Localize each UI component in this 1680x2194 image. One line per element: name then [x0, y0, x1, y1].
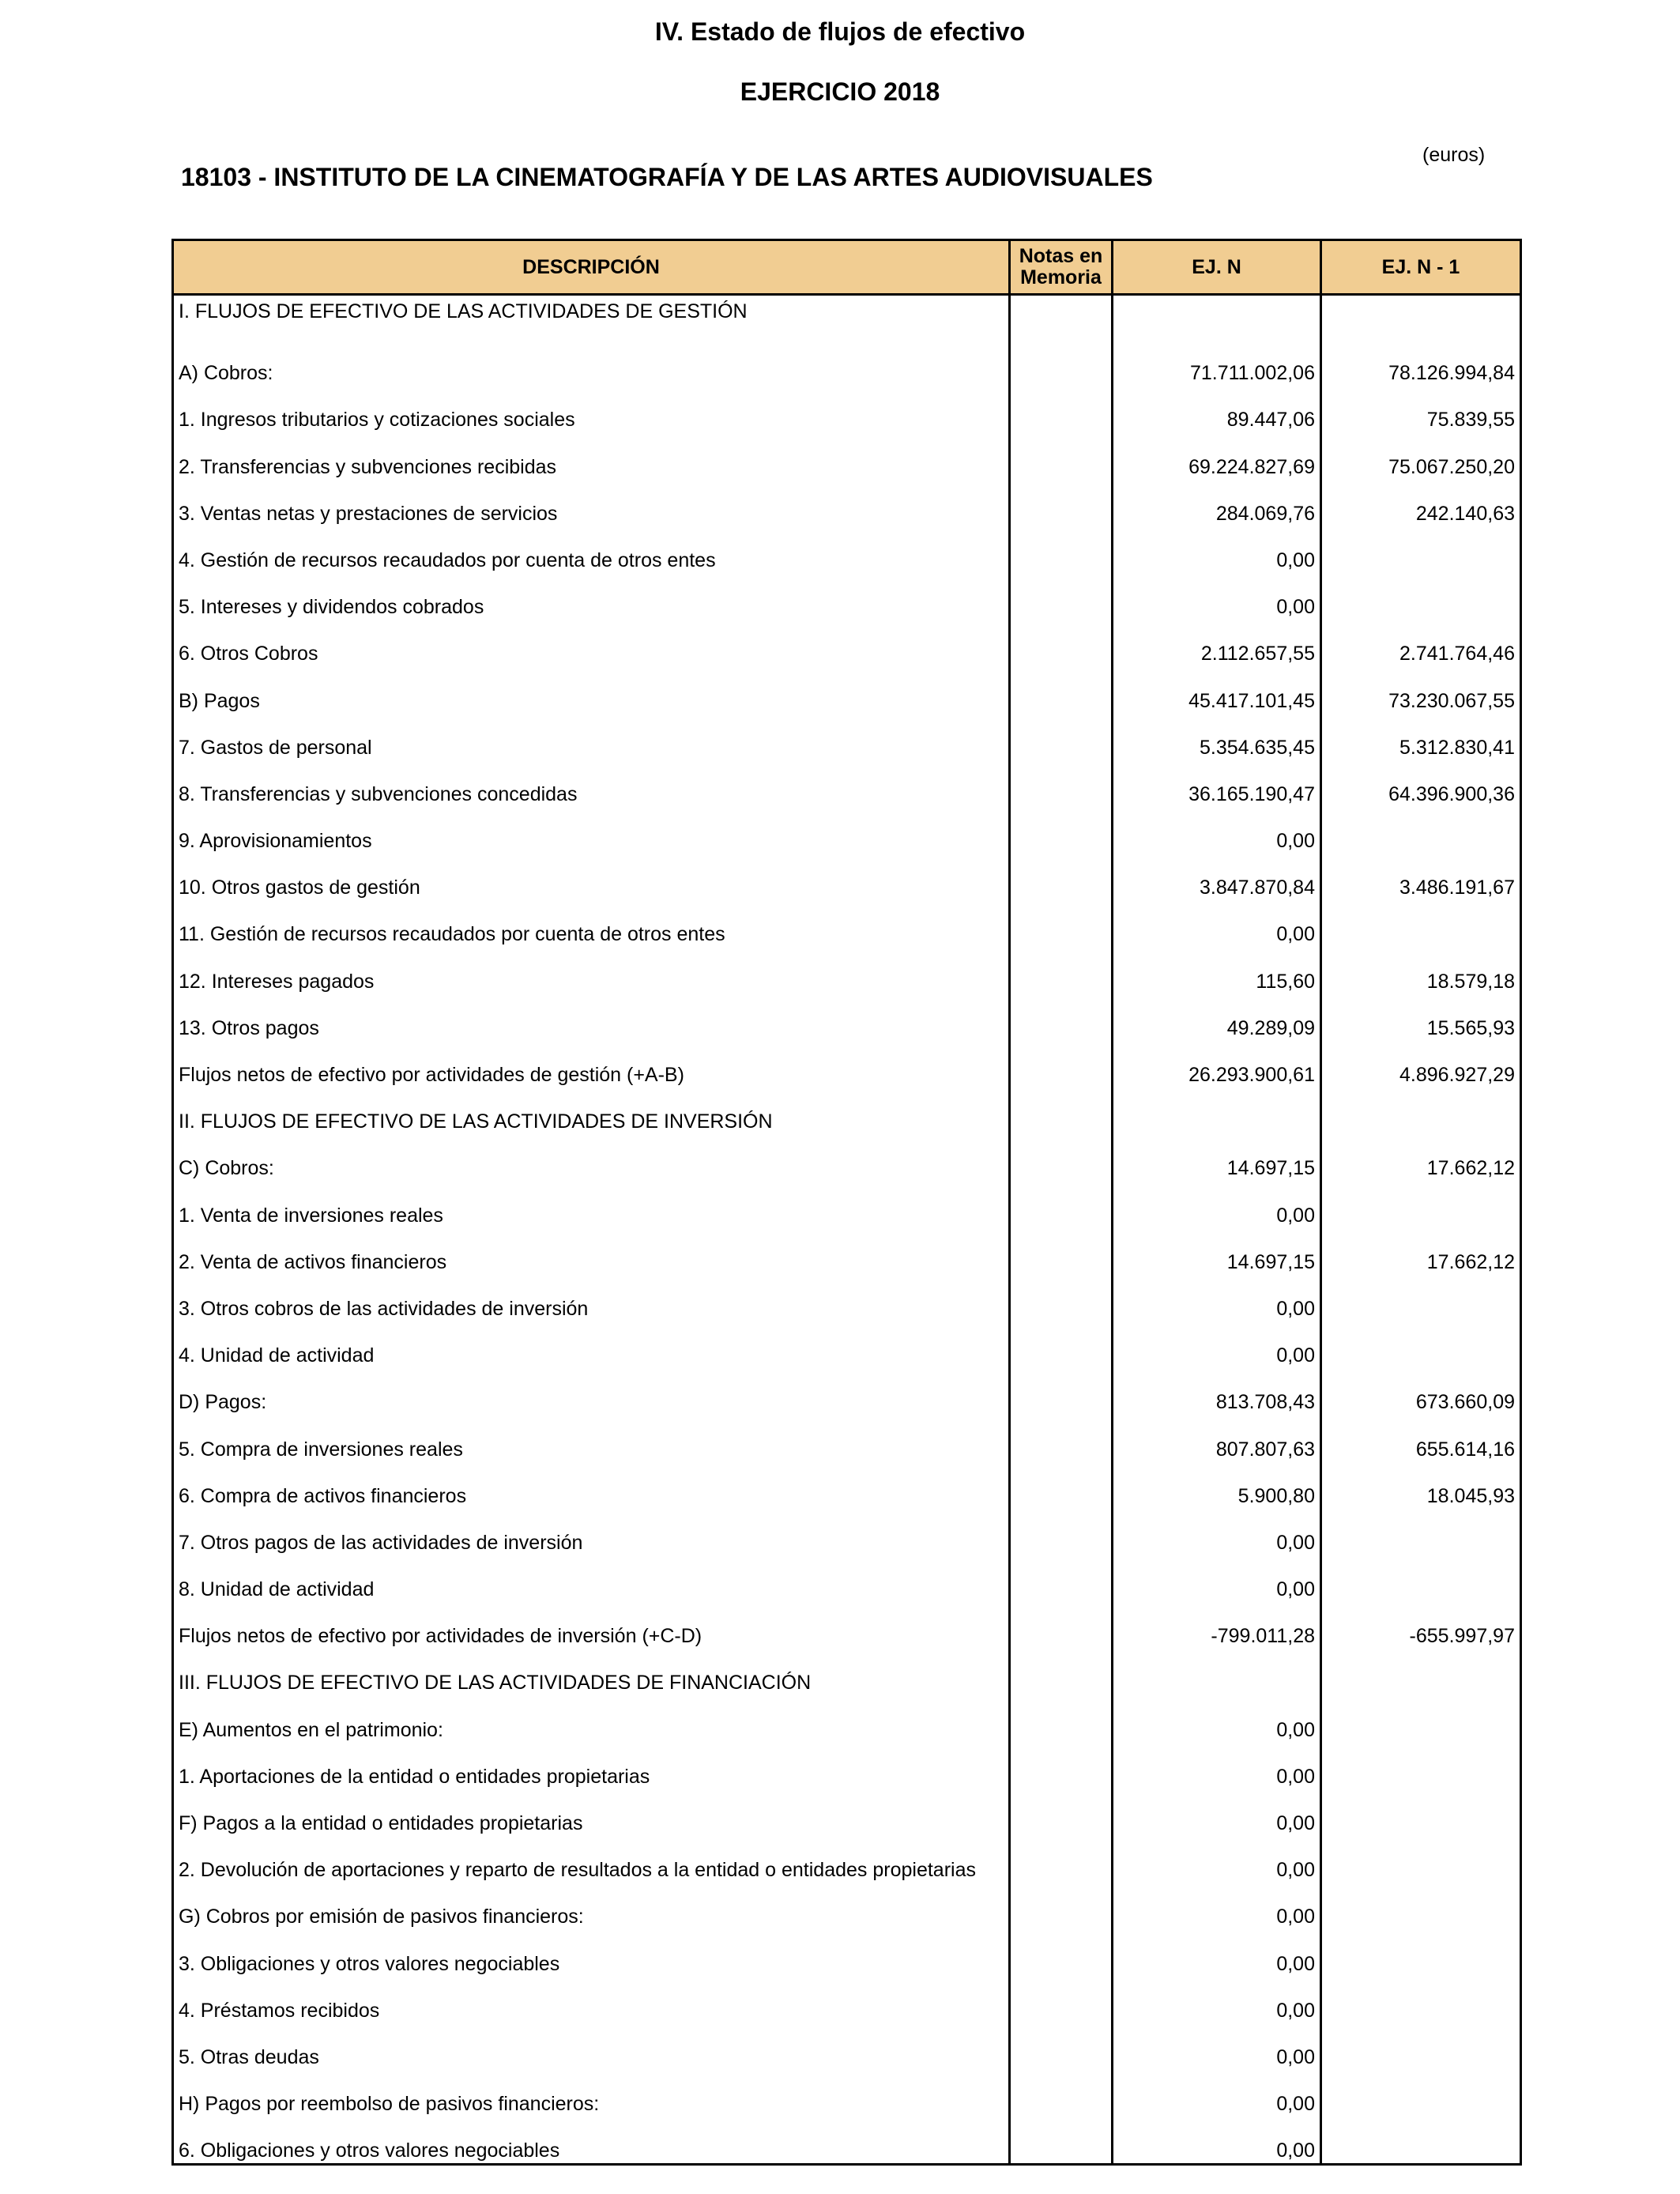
- row-value-current: 0,00: [1113, 1977, 1321, 2023]
- row-description: 9. Aprovisionamientos: [173, 807, 1010, 854]
- row-description: 5. Compra de inversiones reales: [173, 1415, 1010, 1461]
- row-value-current: 0,00: [1113, 1836, 1321, 1883]
- row-notes: [1010, 339, 1113, 386]
- row-notes: [1010, 2023, 1113, 2070]
- row-value-previous: 18.045,93: [1321, 1462, 1521, 1509]
- row-description: 8. Transferencias y subvenciones concedidas: [173, 760, 1010, 807]
- table-row: [173, 714, 1521, 760]
- row-notes: [1010, 573, 1113, 620]
- row-value-current: 49.289,09: [1113, 994, 1321, 1041]
- table-row: [173, 1368, 1521, 1415]
- row-description: I. FLUJOS DE EFECTIVO DE LAS ACTIVIDADES DE GESTIÓN: [173, 295, 1010, 340]
- row-value-previous: [1321, 573, 1521, 620]
- row-value-previous: [1321, 1836, 1521, 1883]
- row-description: A) Cobros:: [173, 339, 1010, 386]
- row-value-current: 14.697,15: [1113, 1134, 1321, 1181]
- row-value-previous: 18.579,18: [1321, 947, 1521, 993]
- row-description: E) Aumentos en el patrimonio:: [173, 1695, 1010, 1742]
- row-notes: [1010, 714, 1113, 760]
- row-value-current: [1113, 295, 1321, 340]
- row-description: 2. Devolución de aportaciones y reparto de resultados a la entidad o entidades propietarias: [173, 1836, 1010, 1883]
- row-notes: [1010, 1228, 1113, 1275]
- table-row: [173, 1649, 1521, 1695]
- row-value-current: 89.447,06: [1113, 386, 1321, 432]
- row-value-previous: 655.614,16: [1321, 1415, 1521, 1461]
- row-value-previous: [1321, 1181, 1521, 1227]
- row-value-current: 14.697,15: [1113, 1228, 1321, 1275]
- row-value-previous: 5.312.830,41: [1321, 714, 1521, 760]
- row-description: 3. Otros cobros de las actividades de inversión: [173, 1275, 1010, 1321]
- row-description: 8. Unidad de actividad: [173, 1555, 1010, 1602]
- row-notes: [1010, 1789, 1113, 1836]
- row-value-current: 0,00: [1113, 1929, 1321, 1976]
- row-description: 2. Venta de activos financieros: [173, 1228, 1010, 1275]
- row-value-previous: [1321, 1275, 1521, 1321]
- row-value-previous: [1321, 900, 1521, 947]
- row-value-current: 3.847.870,84: [1113, 854, 1321, 900]
- row-notes: [1010, 1977, 1113, 2023]
- table-row: [173, 1836, 1521, 1883]
- row-value-current: 0,00: [1113, 1321, 1321, 1368]
- table-row: [173, 1228, 1521, 1275]
- row-notes: [1010, 1134, 1113, 1181]
- row-value-current: 2.112.657,55: [1113, 620, 1321, 666]
- table-row: [173, 1695, 1521, 1742]
- row-notes: [1010, 1555, 1113, 1602]
- row-value-current: 71.711.002,06: [1113, 339, 1321, 386]
- row-notes: [1010, 1836, 1113, 1883]
- table-row: [173, 526, 1521, 573]
- table-header-row: [173, 240, 1521, 295]
- row-description: 2. Transferencias y subvenciones recibidas: [173, 432, 1010, 479]
- row-notes: [1010, 1088, 1113, 1134]
- table-row: [173, 2117, 1521, 2165]
- row-value-previous: 78.126.994,84: [1321, 339, 1521, 386]
- row-value-current: 0,00: [1113, 1883, 1321, 1929]
- row-notes: [1010, 1649, 1113, 1695]
- row-description: 4. Unidad de actividad: [173, 1321, 1010, 1368]
- row-notes: [1010, 1181, 1113, 1227]
- row-value-previous: 64.396.900,36: [1321, 760, 1521, 807]
- row-notes: [1010, 1695, 1113, 1742]
- row-notes: [1010, 2070, 1113, 2117]
- table-row: [173, 1041, 1521, 1088]
- row-notes: [1010, 526, 1113, 573]
- column-header-description: DESCRIPCIÓN: [173, 240, 1010, 295]
- row-description: 7. Gastos de personal: [173, 714, 1010, 760]
- row-notes: [1010, 295, 1113, 340]
- row-notes: [1010, 947, 1113, 993]
- table-row: [173, 339, 1521, 386]
- row-value-previous: 2.741.764,46: [1321, 620, 1521, 666]
- row-description: 6. Obligaciones y otros valores negociables: [173, 2117, 1010, 2165]
- row-notes: [1010, 1041, 1113, 1088]
- row-description: 5. Intereses y dividendos cobrados: [173, 573, 1010, 620]
- row-notes: [1010, 2117, 1113, 2165]
- row-value-current: [1113, 1088, 1321, 1134]
- row-value-previous: 242.140,63: [1321, 480, 1521, 526]
- row-value-previous: [1321, 1695, 1521, 1742]
- row-value-previous: [1321, 1977, 1521, 2023]
- row-notes: [1010, 1275, 1113, 1321]
- row-notes: [1010, 666, 1113, 713]
- table-row: [173, 1883, 1521, 1929]
- row-notes: [1010, 1462, 1113, 1509]
- row-value-previous: [1321, 2023, 1521, 2070]
- row-notes: [1010, 1602, 1113, 1649]
- table-row: [173, 432, 1521, 479]
- row-value-previous: [1321, 526, 1521, 573]
- row-notes: [1010, 854, 1113, 900]
- row-value-previous: 15.565,93: [1321, 994, 1521, 1041]
- row-value-previous: [1321, 807, 1521, 854]
- row-notes: [1010, 480, 1113, 526]
- row-value-previous: [1321, 1929, 1521, 1976]
- row-value-current: 0,00: [1113, 2117, 1321, 2165]
- row-value-current: -799.011,28: [1113, 1602, 1321, 1649]
- table-row: [173, 1929, 1521, 1976]
- row-value-previous: 75.067.250,20: [1321, 432, 1521, 479]
- row-notes: [1010, 386, 1113, 432]
- row-value-current: 0,00: [1113, 573, 1321, 620]
- row-notes: [1010, 760, 1113, 807]
- row-value-current: 69.224.827,69: [1113, 432, 1321, 479]
- table-row: [173, 1415, 1521, 1461]
- row-value-current: 45.417.101,45: [1113, 666, 1321, 713]
- row-description: 3. Ventas netas y prestaciones de servicios: [173, 480, 1010, 526]
- table-row: [173, 386, 1521, 432]
- row-description: 5. Otras deudas: [173, 2023, 1010, 2070]
- row-description: 1. Venta de inversiones reales: [173, 1181, 1010, 1227]
- row-value-previous: 17.662,12: [1321, 1134, 1521, 1181]
- row-value-current: 36.165.190,47: [1113, 760, 1321, 807]
- row-notes: [1010, 1883, 1113, 1929]
- row-description: 6. Compra de activos financieros: [173, 1462, 1010, 1509]
- row-value-previous: 673.660,09: [1321, 1368, 1521, 1415]
- row-description: C) Cobros:: [173, 1134, 1010, 1181]
- row-value-current: 26.293.900,61: [1113, 1041, 1321, 1088]
- row-value-previous: [1321, 1321, 1521, 1368]
- column-header-notes-line2: Memoria: [1020, 266, 1102, 288]
- table-row: [173, 1181, 1521, 1227]
- row-description: Flujos netos de efectivo por actividades de gestión (+A-B): [173, 1041, 1010, 1088]
- column-header-notes: [1010, 240, 1113, 295]
- column-header-notes-line1: Notas en: [1019, 245, 1103, 267]
- row-notes: [1010, 1509, 1113, 1555]
- table-row: [173, 1088, 1521, 1134]
- row-value-previous: [1321, 295, 1521, 340]
- row-value-current: 0,00: [1113, 1509, 1321, 1555]
- column-header-current-year: EJ. N: [1113, 240, 1321, 295]
- table-row: [173, 2023, 1521, 2070]
- row-value-current: 115,60: [1113, 947, 1321, 993]
- row-value-previous: [1321, 1555, 1521, 1602]
- row-value-current: 0,00: [1113, 1789, 1321, 1836]
- row-description: 4. Préstamos recibidos: [173, 1977, 1010, 2023]
- row-value-previous: 4.896.927,29: [1321, 1041, 1521, 1088]
- table-row: [173, 994, 1521, 1041]
- table-row: [173, 620, 1521, 666]
- row-value-previous: [1321, 1743, 1521, 1789]
- row-value-previous: 75.839,55: [1321, 386, 1521, 432]
- row-value-previous: 73.230.067,55: [1321, 666, 1521, 713]
- row-notes: [1010, 807, 1113, 854]
- row-description: 4. Gestión de recursos recaudados por cuenta de otros entes: [173, 526, 1010, 573]
- column-header-previous-year: EJ. N - 1: [1321, 240, 1521, 295]
- table-row: [173, 900, 1521, 947]
- table-row: [173, 666, 1521, 713]
- fiscal-year-title: EJERCICIO 2018: [740, 77, 940, 106]
- row-value-current: 0,00: [1113, 1275, 1321, 1321]
- table-row: [173, 1321, 1521, 1368]
- table-row: [173, 854, 1521, 900]
- row-description: 1. Ingresos tributarios y cotizaciones sociales: [173, 386, 1010, 432]
- row-value-previous: [1321, 1088, 1521, 1134]
- table-row: [173, 295, 1521, 340]
- row-value-current: 284.069,76: [1113, 480, 1321, 526]
- row-value-current: [1113, 1649, 1321, 1695]
- row-notes: [1010, 432, 1113, 479]
- row-value-current: 0,00: [1113, 1555, 1321, 1602]
- row-description: 3. Obligaciones y otros valores negociables: [173, 1929, 1010, 1976]
- row-value-previous: -655.997,97: [1321, 1602, 1521, 1649]
- row-description: 1. Aportaciones de la entidad o entidades propietarias: [173, 1743, 1010, 1789]
- row-description: 12. Intereses pagados: [173, 947, 1010, 993]
- row-value-previous: [1321, 1649, 1521, 1695]
- table-row: [173, 1602, 1521, 1649]
- table-row: [173, 1555, 1521, 1602]
- row-value-previous: 3.486.191,67: [1321, 854, 1521, 900]
- row-value-current: 807.807,63: [1113, 1415, 1321, 1461]
- row-description: D) Pagos:: [173, 1368, 1010, 1415]
- units-label: (euros): [1422, 144, 1486, 166]
- table-row: [173, 573, 1521, 620]
- table-row: [173, 480, 1521, 526]
- row-notes: [1010, 1415, 1113, 1461]
- row-value-current: 5.354.635,45: [1113, 714, 1321, 760]
- row-description: III. FLUJOS DE EFECTIVO DE LAS ACTIVIDADES DE FINANCIACIÓN: [173, 1649, 1010, 1695]
- row-value-previous: [1321, 1883, 1521, 1929]
- row-value-current: 5.900,80: [1113, 1462, 1321, 1509]
- row-value-current: 0,00: [1113, 1181, 1321, 1227]
- table-row: [173, 1509, 1521, 1555]
- row-value-current: 0,00: [1113, 2023, 1321, 2070]
- row-value-current: 0,00: [1113, 1695, 1321, 1742]
- row-notes: [1010, 994, 1113, 1041]
- row-value-current: 0,00: [1113, 807, 1321, 854]
- table-body: [173, 295, 1521, 2165]
- row-notes: [1010, 1368, 1113, 1415]
- row-value-previous: [1321, 1789, 1521, 1836]
- row-value-previous: [1321, 2117, 1521, 2165]
- table-row: [173, 1462, 1521, 1509]
- table-row: [173, 2070, 1521, 2117]
- row-notes: [1010, 900, 1113, 947]
- page-title: IV. Estado de flujos de efectivo: [654, 17, 1026, 46]
- table-row: [173, 1789, 1521, 1836]
- row-value-previous: [1321, 1509, 1521, 1555]
- entity-title: 18103 - INSTITUTO DE LA CINEMATOGRAFÍA Y DE LAS ARTES AUDIOVISUALES: [181, 163, 1153, 191]
- table-row: [173, 760, 1521, 807]
- row-value-previous: [1321, 2070, 1521, 2117]
- table-row: [173, 1275, 1521, 1321]
- table-row: [173, 1743, 1521, 1789]
- row-value-current: 0,00: [1113, 1743, 1321, 1789]
- table-row: [173, 947, 1521, 993]
- row-value-current: 813.708,43: [1113, 1368, 1321, 1415]
- row-description: 11. Gestión de recursos recaudados por cuenta de otros entes: [173, 900, 1010, 947]
- row-value-previous: 17.662,12: [1321, 1228, 1521, 1275]
- row-description: 7. Otros pagos de las actividades de inversión: [173, 1509, 1010, 1555]
- row-description: H) Pagos por reembolso de pasivos financieros:: [173, 2070, 1010, 2117]
- table-row: [173, 807, 1521, 854]
- row-value-current: 0,00: [1113, 526, 1321, 573]
- row-notes: [1010, 1929, 1113, 1976]
- table-row: [173, 1134, 1521, 1181]
- row-description: II. FLUJOS DE EFECTIVO DE LAS ACTIVIDADES DE INVERSIÓN: [173, 1088, 1010, 1134]
- row-description: 13. Otros pagos: [173, 994, 1010, 1041]
- row-description: G) Cobros por emisión de pasivos financieros:: [173, 1883, 1010, 1929]
- row-value-current: 0,00: [1113, 900, 1321, 947]
- row-notes: [1010, 1321, 1113, 1368]
- row-description: B) Pagos: [173, 666, 1010, 713]
- table-row: [173, 1977, 1521, 2023]
- row-notes: [1010, 620, 1113, 666]
- row-description: F) Pagos a la entidad o entidades propietarias: [173, 1789, 1010, 1836]
- row-description: Flujos netos de efectivo por actividades de inversión (+C-D): [173, 1602, 1010, 1649]
- cash-flow-table: [171, 239, 1522, 2166]
- row-description: 6. Otros Cobros: [173, 620, 1010, 666]
- row-notes: [1010, 1743, 1113, 1789]
- row-description: 10. Otros gastos de gestión: [173, 854, 1010, 900]
- row-value-current: 0,00: [1113, 2070, 1321, 2117]
